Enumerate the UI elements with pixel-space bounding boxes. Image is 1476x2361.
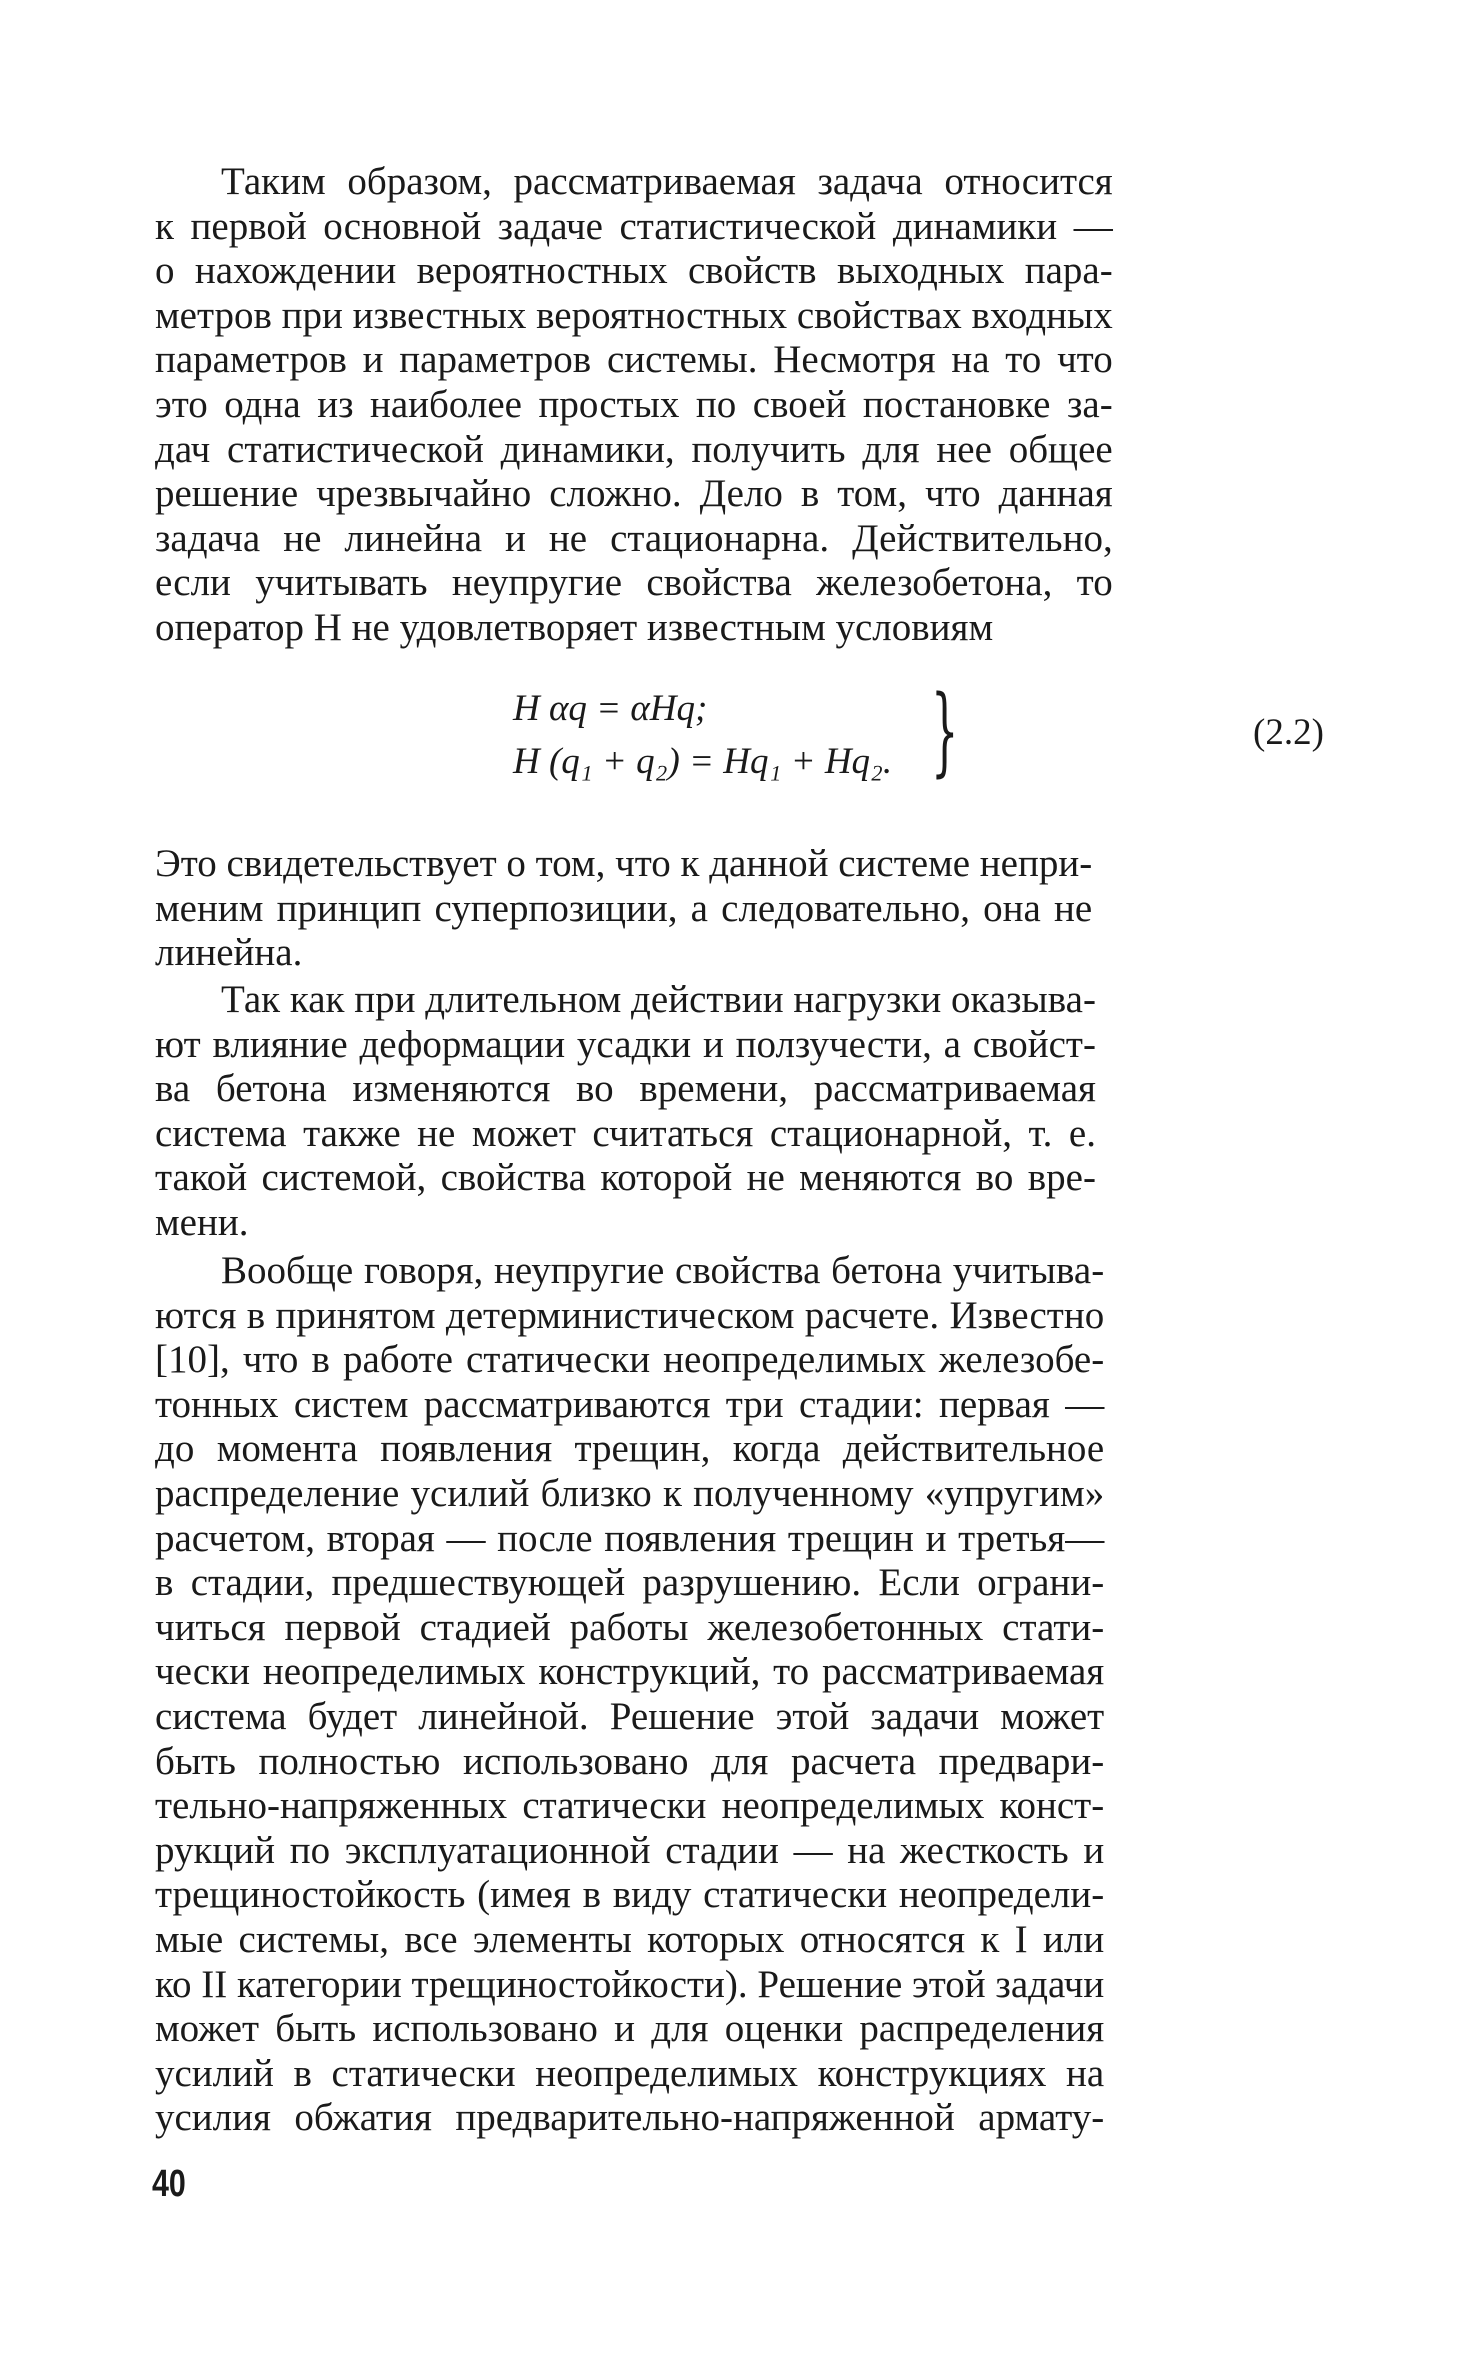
page-number: 40 bbox=[152, 2163, 186, 2205]
text-line: задача не линейна и не стационарна. Действительно, bbox=[155, 516, 1113, 560]
text-line: Так как при длительном действии нагрузки оказыва- bbox=[221, 978, 1096, 1021]
text-line: система также не может считаться стационарной, т. е. bbox=[155, 1111, 1096, 1155]
text-line: это одна из наиболее простых по своей постановке за- bbox=[155, 382, 1113, 426]
text-line: параметров и параметров системы. Несмотря на то что bbox=[155, 338, 1113, 382]
text-line: Вообще говоря, неупругие свойства бетона учитыва- bbox=[221, 1249, 1105, 1292]
paragraph-2 bbox=[155, 842, 1092, 976]
text-line: линейна. bbox=[155, 931, 303, 975]
paragraph-4 bbox=[155, 1249, 1104, 2141]
text-line: до момента появления трещин, когда действительное bbox=[155, 1427, 1105, 1471]
text-line: меним принцип суперпозиции, а следовательно, она не bbox=[155, 886, 1093, 930]
text-line: метров при известных вероятностных свойствах входных bbox=[155, 293, 1113, 337]
text-line: усилий в статически неопределимых конструкциях на bbox=[155, 2051, 1105, 2095]
text-line: мени. bbox=[155, 1200, 249, 1244]
equation-number: (2.2) bbox=[1253, 712, 1324, 753]
equation-line-1: H αq = αHq; bbox=[513, 688, 708, 729]
text-line: ко II категории трещиностойкости). Решение этой задачи bbox=[155, 1962, 1105, 2006]
text-line: Таким образом, рассматриваемая задача относится bbox=[221, 160, 1113, 203]
text-line: решение чрезвычайно сложно. Дело в том, что данная bbox=[155, 472, 1113, 516]
text-line: если учитывать неупругие свойства железобетона, то bbox=[155, 561, 1113, 605]
text-line: расчетом, вторая — после появления трещин и третья— bbox=[155, 1516, 1105, 1560]
text-line: дач статистической динамики, получить для нее общее bbox=[155, 427, 1113, 471]
text-line: ют влияние деформации усадки и ползучести, а свойст- bbox=[155, 1022, 1096, 1066]
equation-line-2: H (q₁ + q₂) = Hq₁ + Hq₂. bbox=[513, 741, 893, 782]
text-line: тонных систем рассматриваются три стадии: первая — bbox=[155, 1382, 1105, 1426]
text-line: в стадии, предшествующей разрушению. Если ограни- bbox=[155, 1561, 1105, 1605]
text-line: может быть использовано и для оценки распределения bbox=[155, 2007, 1105, 2051]
text-line: ва бетона изменяются во времени, рассматриваемая bbox=[155, 1067, 1096, 1111]
text-line: Это свидетельствует о том, что к данной системе непри- bbox=[155, 842, 1093, 885]
text-line: о нахождении вероятностных свойств выходных пара- bbox=[155, 249, 1113, 293]
text-line: распределение усилий близко к полученному «упругим» bbox=[155, 1471, 1105, 1515]
text-line: усилия обжатия предварительно-напряженной армату- bbox=[155, 2096, 1105, 2140]
text-line: быть полностью использовано для расчета предвари- bbox=[155, 1739, 1105, 1783]
text-line: трещиностойкость (имея в виду статически неопредели- bbox=[155, 1873, 1105, 1917]
paragraph-3 bbox=[155, 978, 1096, 1246]
text-line: к первой основной задаче статистической динамики — bbox=[155, 204, 1113, 248]
text-line: читься первой стадией работы железобетонных стати- bbox=[155, 1605, 1105, 1649]
curly-brace: } bbox=[931, 675, 959, 787]
text-line: чески неопределимых конструкций, то рассматриваемая bbox=[155, 1650, 1105, 1694]
equation-2-2 bbox=[155, 675, 1335, 797]
text-line: ются в принятом детерминистическом расчете. Известно bbox=[155, 1293, 1105, 1337]
text-line: система будет линейной. Решение этой задачи может bbox=[155, 1694, 1105, 1738]
text-line: оператор H не удовлетворяет известным условиям bbox=[155, 605, 994, 649]
text-line: мые системы, все элементы которых относятся к I или bbox=[155, 1917, 1105, 1961]
text-line: такой системой, свойства которой не меняются во вре- bbox=[155, 1156, 1096, 1200]
text-line: рукций по эксплуатационной стадии — на жесткость и bbox=[155, 1828, 1105, 1872]
paragraph-1 bbox=[155, 160, 1113, 651]
text-line: [10], что в работе статически неопределимых железобе- bbox=[155, 1338, 1105, 1382]
text-line: тельно-напряженных статически неопределимых конст- bbox=[155, 1784, 1105, 1828]
